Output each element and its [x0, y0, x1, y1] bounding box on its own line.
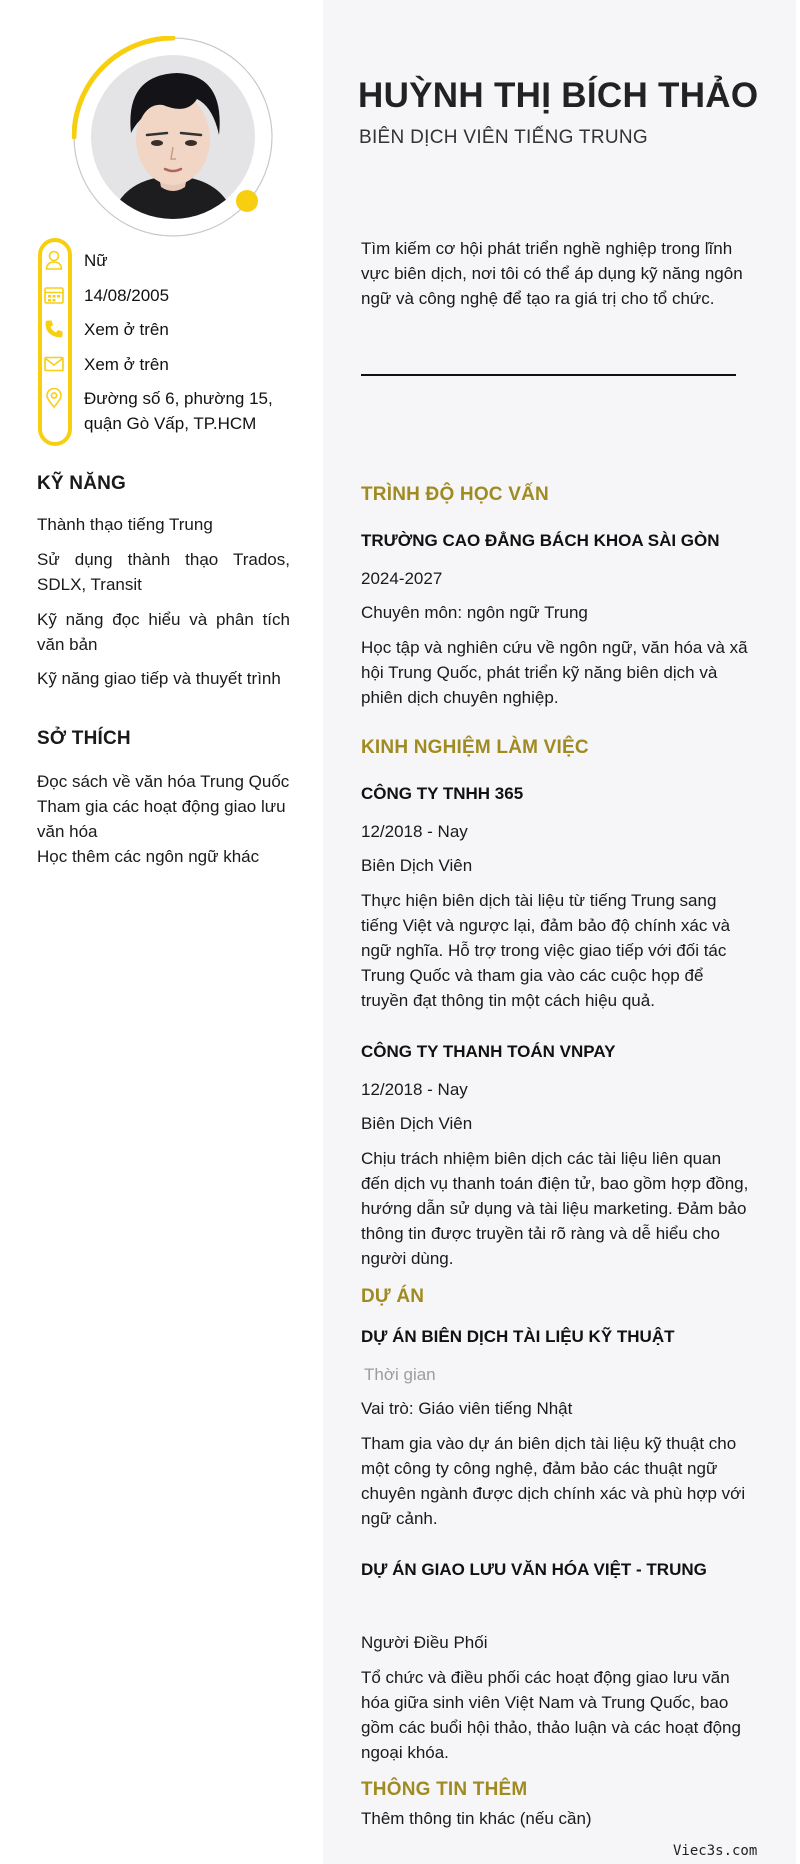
job-period: 12/2018 - Nay [361, 822, 468, 841]
birthday-value: 14/08/2005 [84, 286, 170, 305]
map-pin-icon [36, 386, 72, 410]
mail-icon [36, 352, 72, 376]
contact-phone [36, 317, 296, 342]
skill-item: Thành thạo tiếng Trung [37, 515, 213, 534]
calendar-icon [36, 283, 72, 307]
job-description: Chịu trách nhiệm biên dịch các tài liệu liên quan đến dịch vụ thanh toán điện tử, bao gồm hợp đồng, hướng dẫn sử dụng và tài liệu marketing. Đảm bảo thông tin được truyền tải rõ ràng và dễ hiểu cho người dùng. [361, 1149, 749, 1268]
skill-item: Sử dụng thành thạo Trados, SDLX, Transit [37, 550, 290, 594]
company-name: CÔNG TY THANH TOÁN VNPAY [361, 1042, 616, 1061]
additional-heading: THÔNG TIN THÊM [361, 1779, 528, 1800]
projects-heading: DỰ ÁN [361, 1286, 425, 1307]
project-description: Tham gia vào dự án biên dịch tài liệu kỹ thuật cho một công ty công nghệ, đảm bảo các thuật ngữ chuyên ngành được dịch chính xác và phù hợp với ngữ cảnh. [361, 1434, 746, 1528]
company-name: CÔNG TY TNHH 365 [361, 784, 524, 803]
hobby-item: Tham gia các hoạt động giao lưu văn hóa [37, 797, 286, 841]
job-title: BIÊN DỊCH VIÊN TIẾNG TRUNG [359, 127, 648, 148]
email-value: Xem ở trên [84, 355, 169, 374]
skill-item: Kỹ năng đọc hiểu và phân tích văn bản [37, 610, 290, 654]
address-value: Đường số 6, phường 15, quận Gò Vấp, TP.HCM [84, 389, 273, 433]
skill-item: Kỹ năng giao tiếp và thuyết trình [37, 669, 281, 688]
user-icon [36, 248, 72, 272]
avatar [91, 55, 255, 219]
school-name: TRƯỜNG CAO ĐẲNG BÁCH KHOA SÀI GÒN [361, 531, 720, 550]
project-time: Thời gian [364, 1365, 436, 1384]
avatar-frame [72, 36, 274, 238]
skills-heading: KỸ NĂNG [37, 473, 127, 494]
section-divider [361, 374, 736, 376]
career-objective: Tìm kiếm cơ hội phát triển nghề nghiệp trong lĩnh vực biên dịch, nơi tôi có thể áp dụng kỹ năng ngôn ngữ và công nghệ để tạo ra giá trị cho tổ chức. [361, 239, 743, 308]
job-role: Biên Dịch Viên [361, 856, 473, 875]
experience-heading: KINH NGHIỆM LÀM VIỆC [361, 737, 589, 758]
project-role: Vai trò: Giáo viên tiếng Nhật [361, 1399, 573, 1418]
job-role: Biên Dịch Viên [361, 1114, 473, 1133]
contact-birthday [36, 283, 296, 308]
contact-address [36, 386, 296, 436]
job-period: 12/2018 - Nay [361, 1080, 468, 1099]
watermark: Viec3s.com [673, 1843, 758, 1859]
job-description: Thực hiện biên dịch tài liệu từ tiếng Trung sang tiếng Việt và ngược lại, đảm bảo độ chính xác và ngữ nghĩa. Hỗ trợ trong việc giao tiếp với đối tác Trung Quốc và tham gia vào các cuộc họp để truyền đạt thông tin một cách hiệu quả. [361, 891, 731, 1010]
candidate-name: HUỲNH THỊ BÍCH THẢO [358, 76, 759, 115]
contact-gender [36, 248, 296, 273]
additional-text: Thêm thông tin khác (nếu cần) [361, 1809, 592, 1828]
education-major: Chuyên môn: ngôn ngữ Trung [361, 603, 588, 622]
project-description: Tổ chức và điều phối các hoạt động giao lưu văn hóa giữa sinh viên Việt Nam và Trung Quốc, bao gồm các buổi hội thảo, thảo luận và các hoạt động ngoại khóa. [361, 1668, 741, 1762]
education-description: Học tập và nghiên cứu về ngôn ngữ, văn hóa và xã hội Trung Quốc, phát triển kỹ năng biên dịch và phiên dịch chuyên nghiệp. [361, 638, 748, 707]
project-name: DỰ ÁN GIAO LƯU VĂN HÓA VIỆT - TRUNG [361, 1560, 707, 1579]
phone-icon [36, 317, 72, 341]
hobby-item: Học thêm các ngôn ngữ khác [37, 847, 260, 866]
education-heading: TRÌNH ĐỘ HỌC VẤN [361, 484, 549, 505]
phone-value: Xem ở trên [84, 320, 169, 339]
hobby-item: Đọc sách về văn hóa Trung Quốc [37, 772, 290, 791]
contact-email [36, 352, 296, 377]
hobbies-heading: SỞ THÍCH [37, 728, 131, 749]
gender-value: Nữ [84, 251, 108, 270]
project-name: DỰ ÁN BIÊN DỊCH TÀI LIỆU KỸ THUẬT [361, 1327, 675, 1346]
project-role: Người Điều Phối [361, 1633, 488, 1652]
education-period: 2024-2027 [361, 569, 443, 588]
